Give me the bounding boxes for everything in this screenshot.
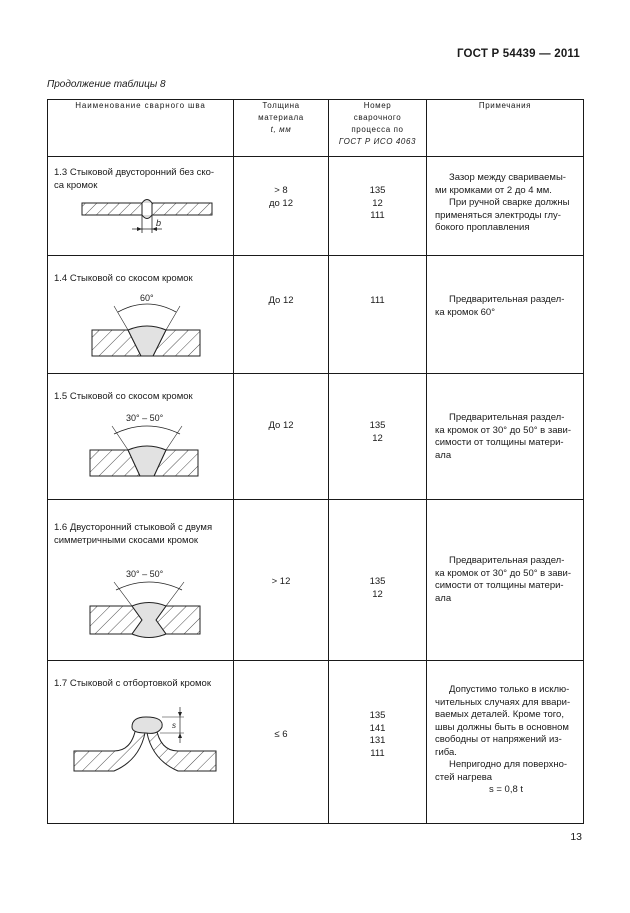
weld-name-cell: [48, 661, 234, 824]
note-line: симости от толщины матери-: [435, 580, 564, 591]
weld-name-line: 1.3 Стыковой двусторонний без ско-: [54, 167, 215, 178]
weld-name-line: 1.5 Стыковой со скосом кромок: [54, 391, 193, 402]
note-line: чительных случаях для ввари-: [435, 696, 571, 708]
weld-name-cell: [48, 157, 234, 256]
note-line: швы должны быть в основном: [435, 721, 569, 733]
header-thickness-line: t, мм: [270, 125, 292, 134]
process-cell: [329, 256, 427, 374]
weld-name: [54, 166, 227, 192]
process-number: 135: [369, 576, 386, 587]
weld-name: [54, 677, 227, 690]
thickness-value: > 8: [274, 185, 288, 196]
header-process: [329, 100, 427, 157]
thickness-cell: [234, 157, 329, 256]
weld-name: [54, 390, 227, 403]
header-weld-name: Наименование сварного шва: [48, 100, 234, 157]
weld-name-line: 1.6 Двусторонний стыковой с двумя: [54, 522, 213, 533]
note-line: Предварительная раздел-: [449, 294, 565, 305]
note-formula: s = 0,8 t: [488, 784, 524, 795]
weld-name-line: са кромок: [54, 180, 98, 191]
table-row: [48, 157, 584, 256]
weld-name-line: 1.4 Стыковой со скосом кромок: [54, 273, 193, 284]
angle-label: 60°: [140, 293, 154, 303]
gap-label: b: [156, 218, 162, 228]
header-process-line: Номер: [363, 101, 392, 110]
thickness-cell: [234, 374, 329, 500]
table-continuation-caption: Продолжение таблицы 8: [47, 79, 166, 90]
process-number: 135: [369, 710, 386, 721]
note-line: Допустимо только в исклю-: [449, 684, 570, 695]
note-line: свободны от напряжений из-: [435, 734, 562, 745]
weld-name-line: 1.7 Стыковой с отбортовкой кромок: [54, 678, 211, 689]
table-row: [48, 500, 584, 661]
thickness-value: ≤ 6: [274, 729, 288, 740]
thickness-cell: [234, 500, 329, 661]
header-process-line: сварочного: [353, 113, 402, 122]
table-row: [48, 661, 584, 824]
page-number: 13: [570, 831, 582, 843]
header-thickness: [234, 100, 329, 157]
note-line: ка кромок от 30° до 50° в зави-: [435, 424, 572, 436]
note-line: ка кромок от 30° до 50° в зави-: [435, 567, 572, 579]
note-line: При ручной сварке должны: [449, 197, 570, 208]
note-line: бокого проплавления: [435, 222, 530, 233]
header-thickness-line: Толщина: [262, 101, 300, 110]
thickness-value: до 12: [268, 197, 294, 209]
process-cell: [329, 500, 427, 661]
note-line: гиба.: [435, 746, 457, 758]
weld-figure-double-v-butt: [48, 566, 234, 648]
notes-cell: [427, 256, 584, 374]
angle-label: 30° – 50°: [126, 413, 164, 423]
note-line: Предварительная раздел-: [449, 555, 565, 566]
table-header-row: [48, 100, 584, 157]
welds-table: [47, 99, 584, 824]
weld-name: [54, 272, 227, 285]
weld-name-line: симметричными скосами кромок: [54, 535, 199, 546]
header-thickness-line: материала: [258, 113, 304, 122]
process-number: 135: [369, 185, 386, 196]
process-number: 12: [372, 197, 383, 209]
thickness-cell: [234, 256, 329, 374]
header-process-line: ГОСТ Р ИСО 4063: [338, 137, 417, 146]
process-number: 135: [369, 420, 386, 431]
note-line: ала: [435, 592, 452, 604]
process-number: 111: [370, 747, 385, 759]
process-cell: [329, 374, 427, 500]
note-line: симости от толщины матери-: [435, 437, 564, 448]
weld-name-cell: [48, 500, 234, 661]
process-number: 12: [372, 588, 383, 600]
table-row: [48, 374, 584, 500]
thickness-value: До 12: [268, 295, 294, 306]
thickness-value: До 12: [268, 420, 294, 431]
weld-name: [54, 521, 227, 547]
process-number: 12: [372, 432, 383, 444]
angle-label: 30° – 50°: [126, 569, 164, 579]
process-number: 111: [370, 295, 385, 306]
process-cell: [329, 661, 427, 824]
note-line: стей нагрева: [435, 771, 493, 783]
weld-figure-square-butt: [48, 195, 234, 243]
thickness-cell: [234, 661, 329, 824]
notes-cell: [427, 157, 584, 256]
note-line: ка кромок 60°: [435, 306, 495, 318]
process-number: 131: [369, 735, 386, 746]
notes-cell: [427, 374, 584, 500]
weld-figure-flanged-butt: [48, 703, 234, 803]
note-line: ала: [435, 449, 452, 461]
note-line: Непригодно для поверхно-: [449, 759, 568, 770]
standard-number: ГОСТ Р 54439 — 2011: [456, 48, 580, 60]
note-line: ми кромками от 2 до 4 мм.: [435, 184, 552, 196]
note-line: Предварительная раздел-: [449, 412, 565, 423]
note-line: применяться электроды глу-: [435, 209, 561, 221]
table-row: [48, 256, 584, 374]
size-label: s: [172, 721, 176, 730]
note-line: ваемых деталей. Кроме того,: [435, 709, 564, 720]
process-cell: [329, 157, 427, 256]
notes-cell: [427, 500, 584, 661]
process-number: 141: [369, 722, 386, 734]
notes-cell: [427, 661, 584, 824]
header-process-line: процесса по: [351, 125, 404, 134]
weld-figure-v-butt: [48, 292, 234, 362]
process-number: 111: [370, 210, 385, 221]
header-notes: Примечания: [427, 100, 584, 157]
weld-figure-v-butt-variable: [48, 412, 234, 482]
thickness-value: > 12: [271, 576, 291, 587]
note-line: Зазор между свариваемы-: [449, 172, 566, 183]
weld-name-cell: [48, 374, 234, 500]
weld-name-cell: [48, 256, 234, 374]
